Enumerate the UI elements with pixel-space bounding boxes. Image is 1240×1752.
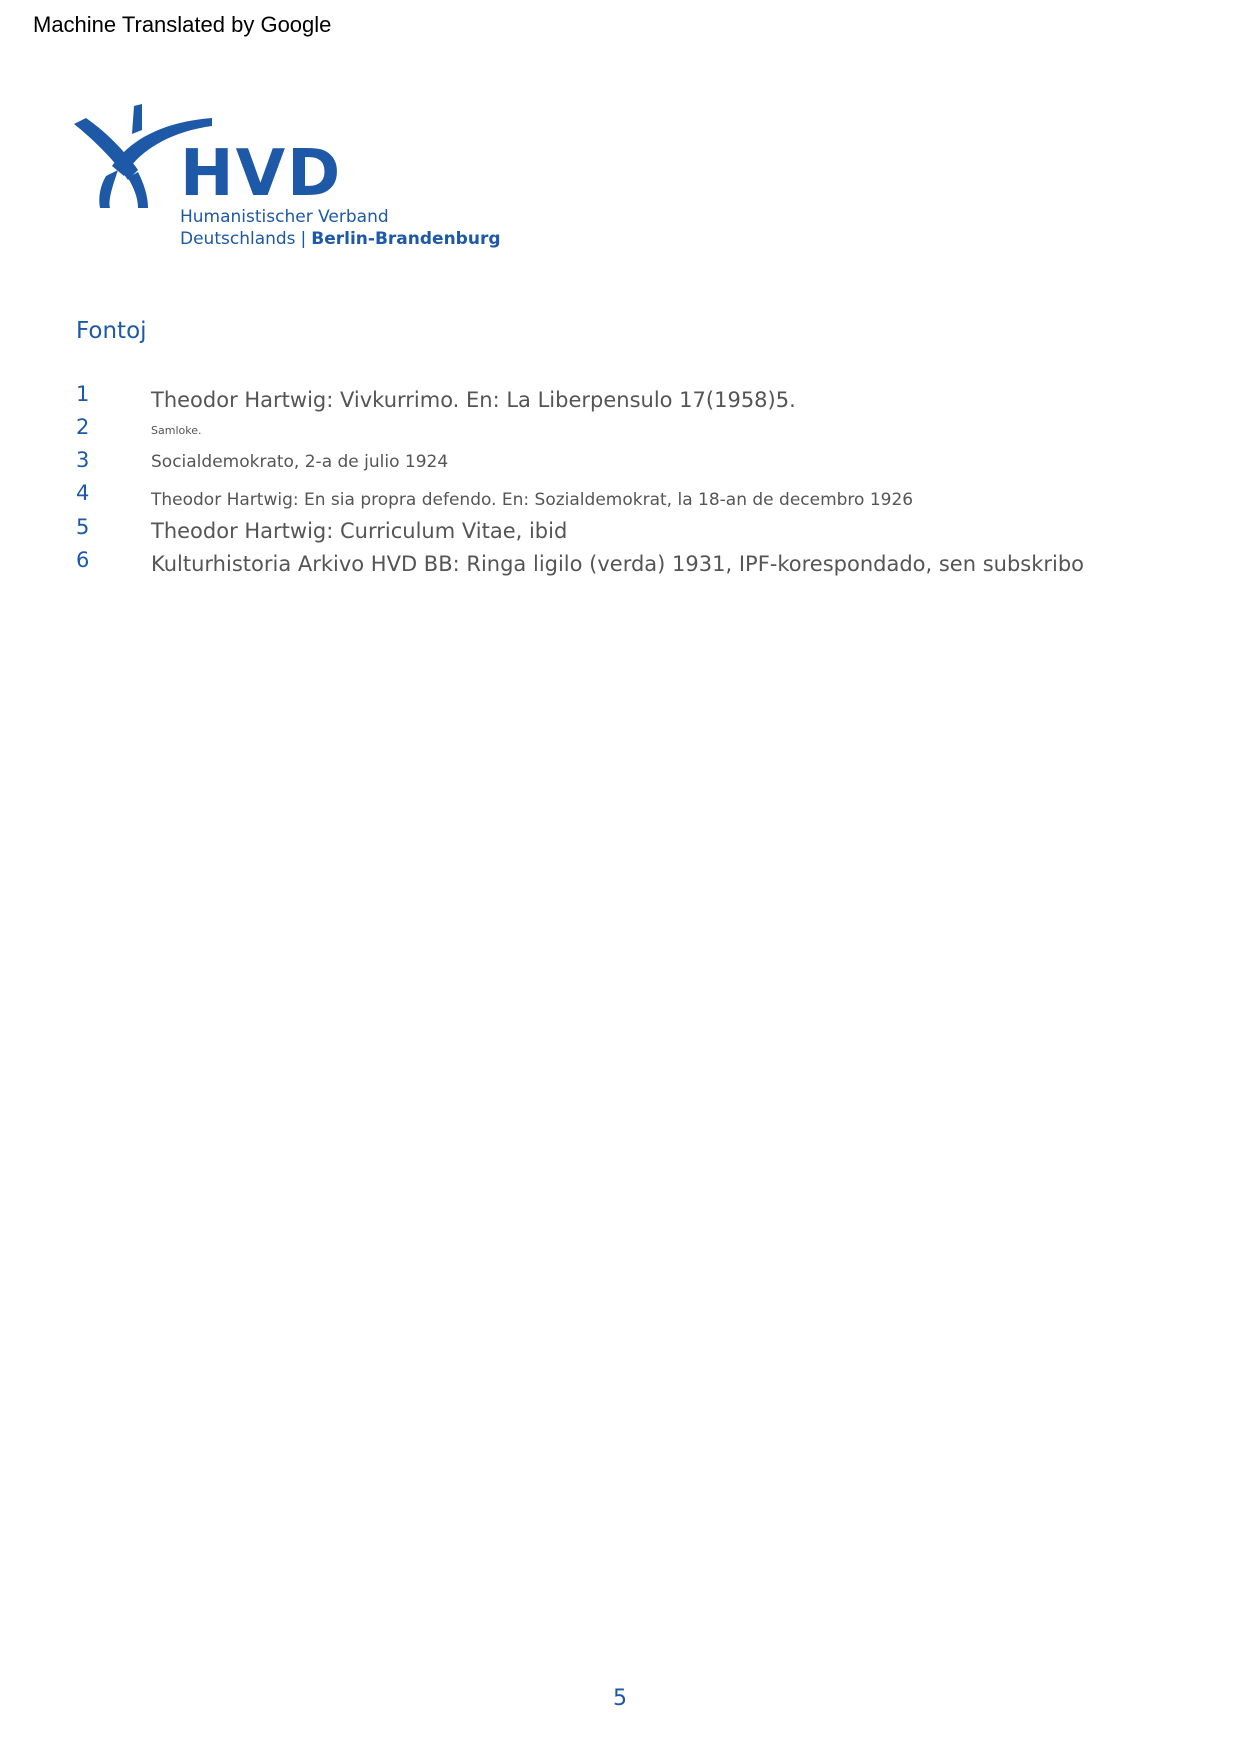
note-text: Theodor Hartwig: Vivkurrimo. En: La Liberpensulo 17(1958)5. (151, 388, 796, 412)
logo-subtitle-right: Berlin-Brandenburg (311, 229, 501, 249)
hvd-logo (72, 104, 512, 254)
logo-subtitle-left: Deutschlands (180, 229, 296, 249)
note-number: 3 (76, 448, 90, 472)
note-text: Kulturhistoria Arkivo HVD BB: Ringa ligilo (verda) 1931, IPF-korespondado, sen subskribo (151, 552, 1085, 576)
section-heading: Fontoj (76, 318, 147, 344)
page-number: 5 (613, 1686, 627, 1711)
note-text: Samloke. (151, 424, 202, 437)
machine-translation-banner: Machine Translated by Google (33, 12, 332, 37)
note-number: 4 (76, 481, 90, 505)
logo-subtitle-separator: | (300, 229, 307, 249)
note-text: Socialdemokrato, 2-a de julio 1924 (151, 452, 449, 472)
logo-wordmark: HVD (180, 137, 343, 211)
note-text: Theodor Hartwig: Curriculum Vitae, ibid (151, 519, 568, 543)
note-number: 1 (76, 382, 90, 406)
logo-subtitle-line1: Humanistischer Verband (180, 207, 389, 227)
logo-subtitle-line2 (180, 228, 501, 250)
note-number: 6 (76, 548, 90, 572)
note-text: Theodor Hartwig: En sia propra defendo. En: Sozialdemokrat, la 18-an de decembro 1926 (151, 490, 914, 510)
note-number: 2 (76, 415, 90, 439)
note-number: 5 (76, 515, 90, 539)
